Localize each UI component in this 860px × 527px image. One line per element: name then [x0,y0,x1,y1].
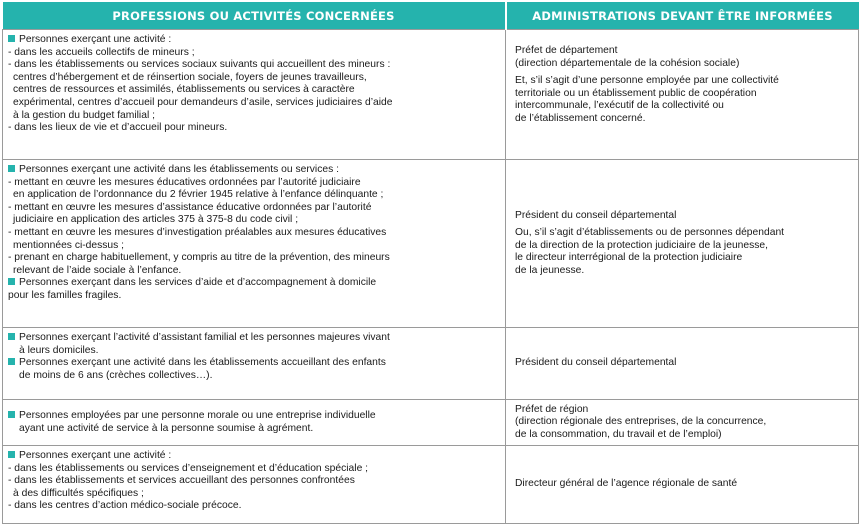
administration-cell [506,328,859,400]
text-line: de la direction de la protection judiciaire de la jeunesse, [515,239,769,251]
bullet-square-icon [8,451,15,458]
text-line: - dans les établissements ou services d’enseignement et d’éducation spéciale ; [8,462,369,474]
text-line: relevant de l’aide sociale à l’enfance. [13,264,182,276]
info-table [2,2,859,524]
administration-cell [506,160,859,328]
professions-cell [3,30,506,160]
list-item: Personnes exerçant une activité : [8,450,499,463]
list-item: Personnes exerçant l’activité d’assistant familial et les personnes majeures vivant [8,332,499,345]
list-item: Personnes exerçant une activité : [8,34,499,47]
text-line: - dans les accueils collectifs de mineurs ; [8,46,195,58]
text-line: expérimental, centres d’accueil pour demandeurs d’asile, services judiciaires d’aide [13,96,393,108]
professions-cell [3,328,506,400]
professions-cell [3,400,506,446]
text-line: - dans les établissements ou services sociaux suivants qui accueillent des mineurs : [8,59,391,71]
professions-cell [3,446,506,524]
header-administrations: ADMINISTRATIONS DEVANT ÊTRE INFORMÉES [506,2,859,30]
text-line: Directeur général de l’agence régionale de santé [515,478,738,490]
text-line: mentionnées ci-dessus ; [13,239,125,251]
text-line: (direction régionale des entreprises, de la concurrence, [515,416,767,428]
text-line: Président du conseil départemental [515,357,677,369]
header-row [3,2,859,30]
bullet-square-icon [8,411,15,418]
text-line: - mettant en œuvre les mesures éducatives ordonnées par l’autorité judiciaire [8,176,361,188]
text-line: Préfet de région [515,403,589,415]
administration-cell [506,446,859,524]
bullet-square-icon [8,35,15,42]
text-line: - dans les centres d’action médico-sociale précoce. [8,500,242,512]
professions-cell [3,160,506,328]
text-line: le directeur interrégional de la protection judiciaire [515,252,743,264]
text-line: centres de ressources et assimilés, établissements ou services à caractère [13,84,355,96]
text-line: - mettant en œuvre les mesures d’investigation préalables aux mesures éducatives [8,226,387,238]
bullet-square-icon [8,358,15,365]
text-line: judiciaire en application des articles 375 à 375-8 du code civil ; [13,214,299,226]
text-line: - dans les lieux de vie et d’accueil pour mineurs. [8,122,228,134]
list-item: Personnes exerçant une activité dans les établissements ou services : [8,164,499,177]
table-row [3,446,859,524]
text-line: de la consommation, du travail et de l’emploi) [515,428,722,440]
text-line: de l’établissement concerné. [515,112,646,124]
bullet-square-icon [8,278,15,285]
text-line: - dans les établissements et services accueillant des personnes confrontées [8,475,355,487]
list-item: Personnes employées par une personne morale ou une entreprise individuelle [8,410,499,423]
text-line: ayant une activité de service à la personne soumise à agrément. [19,423,314,434]
text-line: territoriale ou un établissement public de coopération [515,87,757,99]
text-line: pour les familles fragiles. [8,289,122,301]
text-line: Ou, s’il s’agit d’établissements ou de personnes dépendant [515,227,785,239]
text-line: - prenant en charge habituellement, y compris au titre de la prévention, des mineurs [8,252,390,264]
text-line: centres d’hébergement et de réinsertion sociale, foyers de jeunes travailleurs, [13,71,367,83]
text-line: Préfet de département [515,45,618,56]
table-row [3,328,859,400]
administration-cell [506,400,859,446]
text-line: (direction départementale de la cohésion sociale) [515,57,740,69]
table-row [3,400,859,446]
bullet-square-icon [8,333,15,340]
text-line: à leurs domiciles. [19,344,99,356]
list-item: Personnes exerçant une activité dans les établissements accueillant des enfants [8,357,499,370]
text-line: Et, s’il s’agit d’une personne employée par une collectivité [515,75,779,87]
text-line: Président du conseil départemental [515,209,677,221]
administration-cell [506,30,859,160]
text-line: intercommunale, l’exécutif de la collectivité ou [515,100,724,112]
text-line: à des difficultés spécifiques ; [13,487,144,499]
text-line: - mettant en œuvre les mesures d’assistance éducative ordonnées par l’autorité [8,201,372,213]
text-line: à la gestion du budget familial ; [13,109,155,121]
text-line: de moins de 6 ans (crèches collectives…). [19,369,213,381]
text-line: en application de l’ordonnance du 2 février 1945 relative à l’enfance délinquante ; [13,189,384,201]
list-item: Personnes exerçant dans les services d’aide et d’accompagnement à domicile [8,277,499,290]
table-row [3,160,859,328]
text-line: de la jeunesse. [515,264,585,276]
table-row [3,30,859,160]
header-professions: PROFESSIONS OU ACTIVITÉS CONCERNÉES [3,2,506,30]
bullet-square-icon [8,165,15,172]
